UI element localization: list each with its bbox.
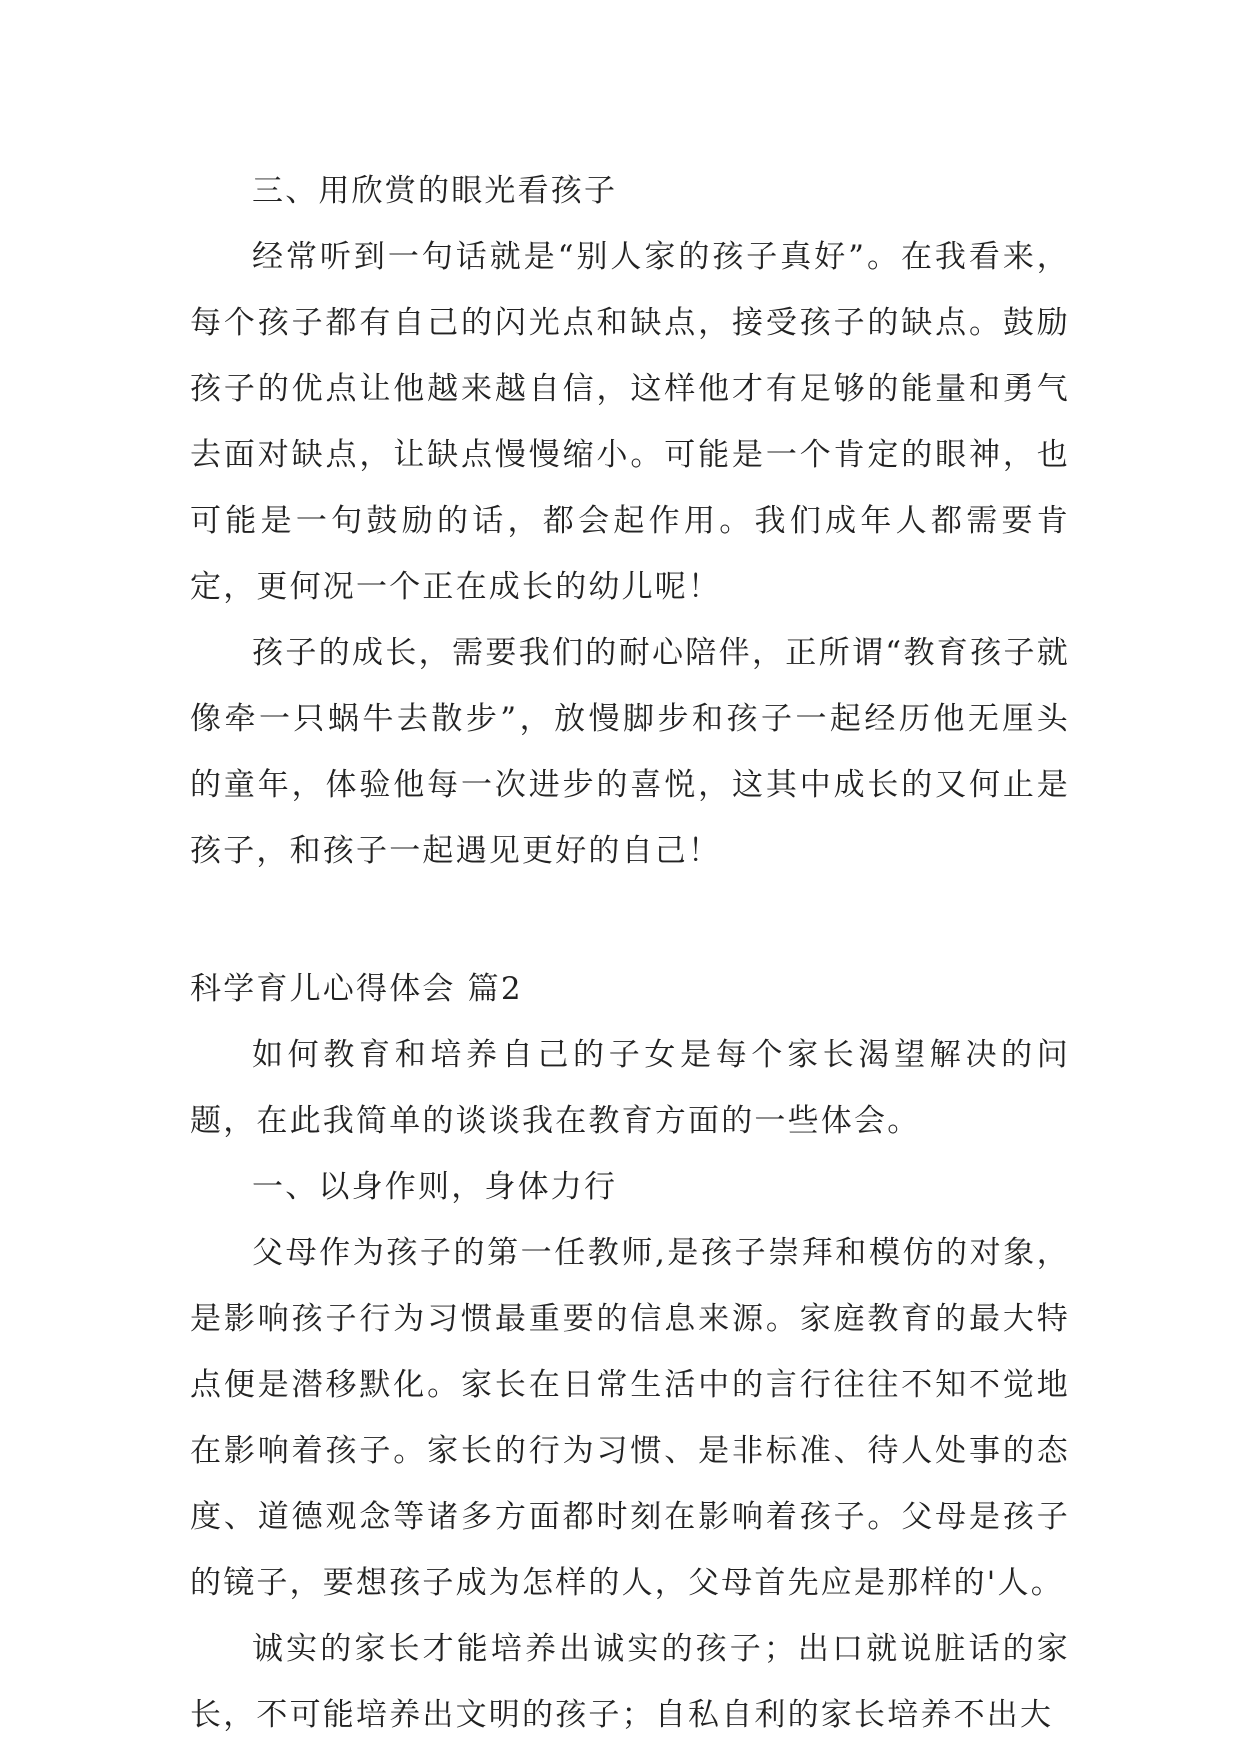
- section3-heading: 三、用欣赏的眼光看孩子: [252, 173, 618, 209]
- section3-paragraph-1: 经常听到一句话就是“别人家的孩子真好”。在我看来，每个孩子都有自己的闪光点和缺点，接受孩子的缺点。鼓励孩子的优点让他越来越自信，这样他才有足够的能量和勇气去面对缺点，让缺点慢慢缩小。可能是一个肯定的眼神，也可能是一句鼓励的话，都会起作用。我们成年人都需要肯定，更何况一个正在成长的幼儿呢！: [190, 239, 1070, 605]
- article2-paragraph-2: 诚实的家长才能培养出诚实的孩子；出口就说脏话的家长，不可能培养出文明的孩子；自私自利的家长培养不出大: [190, 1631, 1070, 1733]
- section3-paragraph-2: 孩子的成长，需要我们的耐心陪伴，正所谓“教育孩子就像牵一只蜗牛去散步”，放慢脚步和孩子一起经历他无厘头的童年，体验他每一次进步的喜悦，这其中成长的又何止是孩子，和孩子一起遇见更好的自己！: [190, 635, 1070, 869]
- article2-heading-1: 一、以身作则，身体力行: [252, 1169, 618, 1205]
- article2-title: 科学育儿心得体会 篇2: [190, 971, 523, 1007]
- article2-paragraph-1: 父母作为孩子的第一任教师,是孩子崇拜和模仿的对象，是影响孩子行为习惯最重要的信息来源。家庭教育的最大特点便是潜移默化。家长在日常生活中的言行往往不知不觉地在影响着孩子。家长的行为习惯、是非标准、待人处事的态度、道德观念等诸多方面都时刻在影响着孩子。父母是孩子的镜子，要想孩子成为怎样的人，父母首先应是那样的'人。: [190, 1235, 1070, 1601]
- article2-intro: 如何教育和培养自己的子女是每个家长渴望解决的问题，在此我简单的谈谈我在教育方面的一些体会。: [190, 1037, 1070, 1139]
- document-body: [190, 158, 1070, 1748]
